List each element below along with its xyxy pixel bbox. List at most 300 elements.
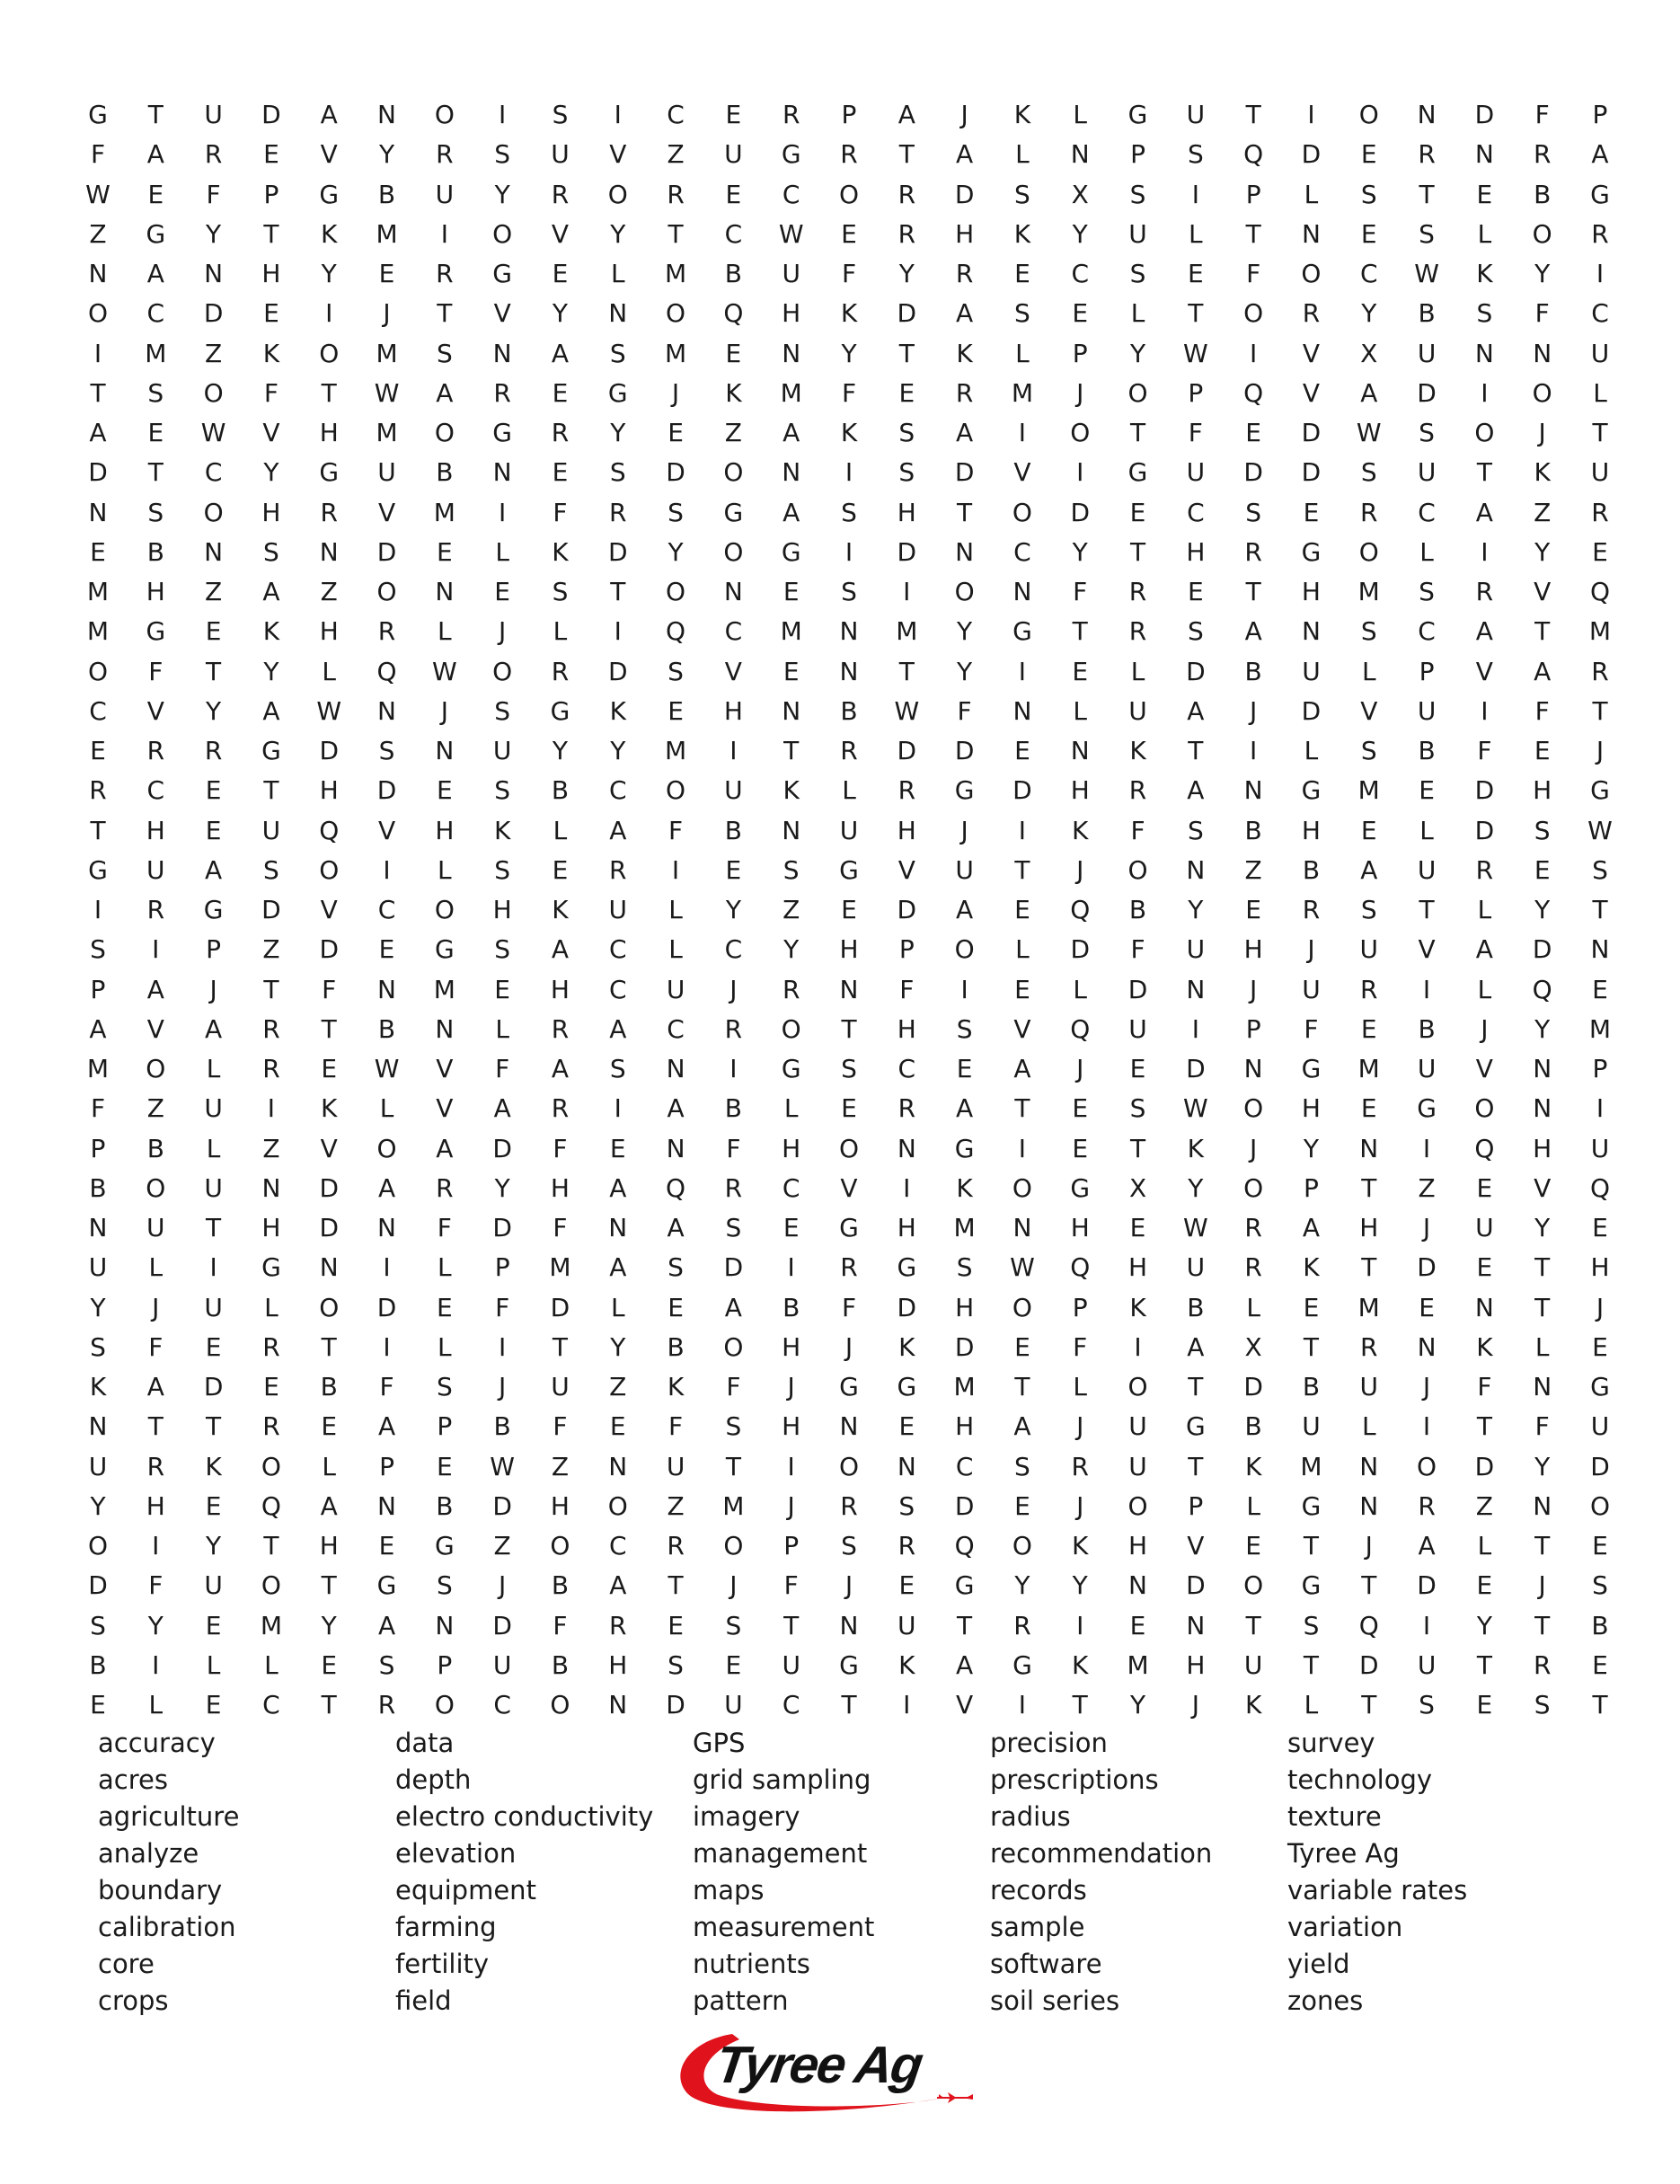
grid-letter[interactable]: H	[897, 815, 916, 845]
grid-letter[interactable]: R	[840, 736, 858, 765]
grid-letter[interactable]: N	[608, 1451, 628, 1481]
grid-letter[interactable]: K	[898, 1649, 915, 1680]
grid-letter[interactable]: U	[492, 1649, 512, 1680]
grid-letter[interactable]: S	[1245, 497, 1262, 527]
grid-letter[interactable]: L	[264, 1649, 279, 1680]
grid-letter[interactable]: C	[89, 695, 107, 726]
grid-letter[interactable]: E	[1014, 895, 1030, 924]
grid-letter[interactable]: H	[261, 497, 281, 527]
grid-letter[interactable]: T	[1592, 418, 1608, 447]
grid-letter[interactable]: N	[1533, 1490, 1552, 1521]
grid-letter[interactable]: Q	[1070, 895, 1091, 924]
grid-letter[interactable]: S	[1187, 139, 1204, 170]
grid-letter[interactable]: E	[1245, 895, 1261, 924]
grid-letter[interactable]: C	[782, 179, 800, 209]
grid-letter[interactable]: F	[1304, 1013, 1319, 1044]
grid-letter[interactable]: D	[897, 1292, 917, 1322]
grid-letter[interactable]: T	[321, 1690, 337, 1720]
grid-letter[interactable]: S	[1360, 457, 1377, 488]
grid-letter[interactable]: S	[609, 338, 626, 368]
grid-letter[interactable]: E	[205, 1610, 222, 1640]
grid-letter[interactable]: T	[147, 457, 164, 488]
grid-letter[interactable]: I	[152, 1649, 160, 1680]
grid-letter[interactable]: R	[840, 1490, 858, 1521]
grid-letter[interactable]: A	[783, 418, 800, 447]
grid-letter[interactable]: E	[436, 1292, 453, 1322]
grid-letter[interactable]: W	[200, 418, 226, 447]
grid-letter[interactable]: G	[1301, 1054, 1322, 1083]
grid-letter[interactable]: T	[321, 377, 337, 408]
grid-letter[interactable]: J	[1076, 854, 1084, 885]
grid-letter[interactable]: J	[499, 1570, 507, 1601]
grid-letter[interactable]: Y	[1534, 1451, 1551, 1481]
grid-letter[interactable]: E	[668, 418, 684, 447]
grid-letter[interactable]: Q	[1243, 377, 1264, 408]
grid-letter[interactable]: Y	[321, 1610, 337, 1640]
grid-letter[interactable]: Z	[1244, 854, 1262, 885]
grid-letter[interactable]: E	[378, 934, 395, 965]
grid-letter[interactable]: J	[1250, 1133, 1258, 1163]
grid-letter[interactable]: K	[1534, 457, 1551, 488]
grid-letter[interactable]: N	[1186, 1610, 1206, 1640]
grid-letter[interactable]: E	[1187, 259, 1204, 288]
grid-letter[interactable]: A	[1244, 616, 1262, 647]
grid-letter[interactable]: E	[1014, 736, 1030, 765]
grid-letter[interactable]: S	[1534, 815, 1551, 845]
grid-letter[interactable]: C	[262, 1690, 280, 1720]
grid-letter[interactable]: T	[263, 974, 279, 1004]
grid-letter[interactable]: R	[897, 1093, 916, 1124]
grid-letter[interactable]: N	[204, 536, 224, 567]
grid-letter[interactable]: F	[322, 974, 337, 1004]
grid-letter[interactable]: A	[1360, 854, 1378, 885]
grid-letter[interactable]: E	[1360, 218, 1377, 249]
grid-letter[interactable]: F	[841, 1292, 857, 1322]
grid-letter[interactable]: E	[205, 1690, 222, 1720]
grid-letter[interactable]: R	[724, 1013, 743, 1044]
grid-letter[interactable]: Y	[1534, 895, 1551, 924]
grid-letter[interactable]: G	[954, 775, 975, 806]
grid-letter[interactable]: C	[493, 1690, 511, 1720]
grid-letter[interactable]: U	[146, 854, 165, 885]
grid-letter[interactable]: G	[897, 1252, 917, 1283]
grid-letter[interactable]: D	[607, 536, 628, 567]
grid-letter[interactable]: Q	[1243, 139, 1264, 170]
grid-letter[interactable]: N	[435, 736, 455, 765]
grid-letter[interactable]: S	[725, 1610, 742, 1640]
grid-letter[interactable]: I	[383, 1252, 391, 1283]
grid-letter[interactable]: Y	[1188, 1172, 1204, 1203]
grid-letter[interactable]: E	[1129, 497, 1146, 527]
grid-letter[interactable]: D	[492, 1610, 512, 1640]
grid-letter[interactable]: I	[1422, 1133, 1431, 1163]
grid-letter[interactable]: D	[1301, 457, 1322, 488]
grid-letter[interactable]: N	[839, 1610, 859, 1640]
grid-letter[interactable]: K	[667, 1372, 685, 1401]
grid-letter[interactable]: E	[378, 1531, 395, 1561]
grid-letter[interactable]: D	[492, 1213, 512, 1242]
grid-letter[interactable]: T	[1592, 1690, 1608, 1720]
grid-letter[interactable]: Z	[205, 338, 223, 368]
grid-letter[interactable]: A	[956, 139, 974, 170]
grid-letter[interactable]: D	[1012, 775, 1032, 806]
grid-letter[interactable]: F	[553, 1213, 568, 1242]
grid-letter[interactable]: T	[898, 338, 915, 368]
grid-letter[interactable]: T	[668, 1570, 684, 1601]
grid-letter[interactable]: E	[1534, 736, 1551, 765]
grid-letter[interactable]: A	[146, 1372, 164, 1401]
grid-letter[interactable]: N	[435, 1013, 455, 1044]
grid-letter[interactable]: R	[1071, 1451, 1089, 1481]
grid-letter[interactable]: B	[320, 1372, 338, 1401]
grid-letter[interactable]: K	[262, 338, 280, 368]
grid-letter[interactable]: D	[1417, 1570, 1437, 1601]
grid-letter[interactable]: C	[724, 218, 743, 249]
grid-letter[interactable]: D	[954, 736, 975, 765]
grid-letter[interactable]: Z	[551, 1451, 570, 1481]
grid-letter[interactable]: O	[1589, 1490, 1611, 1521]
grid-letter[interactable]: E	[205, 815, 222, 845]
grid-letter[interactable]: F	[841, 259, 857, 288]
grid-letter[interactable]: I	[614, 616, 622, 647]
grid-letter[interactable]: S	[841, 497, 857, 527]
grid-letter[interactable]: D	[1301, 418, 1322, 447]
grid-letter[interactable]: E	[668, 1292, 684, 1322]
grid-letter[interactable]: T	[1534, 1531, 1551, 1561]
grid-letter[interactable]: M	[664, 736, 687, 765]
grid-letter[interactable]: Q	[1532, 974, 1552, 1004]
grid-letter[interactable]: T	[1014, 1093, 1030, 1124]
grid-letter[interactable]: D	[319, 1213, 339, 1242]
grid-letter[interactable]: T	[1245, 1610, 1261, 1640]
grid-letter[interactable]: N	[782, 338, 801, 368]
grid-letter[interactable]: D	[897, 895, 917, 924]
grid-letter[interactable]: N	[88, 1213, 108, 1242]
grid-letter[interactable]: J	[499, 616, 507, 647]
grid-letter[interactable]: I	[267, 1093, 276, 1124]
grid-letter[interactable]: W	[1183, 1213, 1208, 1242]
grid-letter[interactable]: J	[729, 974, 738, 1004]
grid-letter[interactable]: I	[1596, 1093, 1605, 1124]
grid-letter[interactable]: F	[1477, 1372, 1492, 1401]
grid-letter[interactable]: W	[85, 179, 111, 209]
grid-letter[interactable]: O	[1127, 1372, 1148, 1401]
grid-letter[interactable]: F	[553, 497, 568, 527]
grid-letter[interactable]: G	[319, 179, 340, 209]
grid-letter[interactable]: Y	[263, 457, 279, 488]
grid-letter[interactable]: N	[1128, 1570, 1147, 1601]
grid-letter[interactable]: F	[1534, 298, 1550, 329]
grid-letter[interactable]: S	[898, 457, 915, 488]
grid-letter[interactable]: W	[1414, 259, 1439, 288]
grid-letter[interactable]: Z	[667, 1490, 685, 1521]
grid-letter[interactable]: H	[1533, 775, 1552, 806]
grid-letter[interactable]: O	[261, 1570, 281, 1601]
grid-letter[interactable]: R	[89, 775, 107, 806]
grid-letter[interactable]: O	[838, 179, 860, 209]
grid-letter[interactable]: I	[1134, 1331, 1142, 1362]
grid-letter[interactable]: V	[1302, 338, 1321, 368]
grid-letter[interactable]: U	[204, 1292, 223, 1322]
grid-letter[interactable]: D	[319, 1172, 339, 1203]
grid-letter[interactable]: T	[147, 100, 164, 129]
grid-letter[interactable]: F	[148, 1570, 164, 1601]
grid-letter[interactable]: U	[1590, 1133, 1610, 1163]
grid-letter[interactable]: H	[319, 616, 339, 647]
grid-letter[interactable]: L	[1477, 974, 1492, 1004]
grid-letter[interactable]: T	[90, 377, 106, 408]
grid-letter[interactable]: T	[1534, 1252, 1551, 1283]
grid-letter[interactable]: A	[205, 1013, 223, 1044]
grid-letter[interactable]: C	[1071, 259, 1089, 288]
grid-letter[interactable]: N	[1359, 1451, 1379, 1481]
grid-letter[interactable]: J	[1538, 1570, 1546, 1601]
grid-letter[interactable]: O	[1070, 418, 1091, 447]
grid-letter[interactable]: U	[839, 815, 859, 845]
grid-letter[interactable]: F	[841, 377, 857, 408]
grid-letter[interactable]: U	[1417, 457, 1437, 488]
grid-letter[interactable]: T	[1129, 1133, 1146, 1163]
grid-letter[interactable]: E	[552, 457, 569, 488]
grid-letter[interactable]: T	[206, 1213, 222, 1242]
grid-letter[interactable]: I	[1422, 1610, 1431, 1640]
grid-letter[interactable]: Y	[147, 1610, 164, 1640]
grid-letter[interactable]: B	[1418, 298, 1436, 329]
grid-letter[interactable]: D	[88, 457, 108, 488]
grid-letter[interactable]: E	[1592, 1531, 1608, 1561]
grid-letter[interactable]: N	[1474, 1292, 1494, 1322]
grid-letter[interactable]: N	[839, 656, 859, 686]
grid-letter[interactable]: D	[550, 1292, 570, 1322]
grid-letter[interactable]: H	[319, 775, 339, 806]
grid-letter[interactable]: E	[1129, 1610, 1146, 1640]
grid-letter[interactable]: T	[147, 1411, 164, 1442]
grid-letter[interactable]: V	[1013, 1013, 1031, 1044]
grid-letter[interactable]: G	[261, 1252, 281, 1283]
grid-letter[interactable]: K	[89, 1372, 107, 1401]
grid-letter[interactable]: T	[1419, 895, 1435, 924]
grid-letter[interactable]: E	[1072, 1093, 1089, 1124]
grid-letter[interactable]: O	[492, 218, 513, 249]
grid-letter[interactable]: B	[377, 179, 396, 209]
grid-letter[interactable]: Z	[146, 1093, 164, 1124]
grid-letter[interactable]: T	[1303, 1331, 1319, 1362]
grid-letter[interactable]: L	[610, 259, 625, 288]
grid-letter[interactable]: T	[668, 218, 684, 249]
grid-letter[interactable]: K	[552, 895, 569, 924]
grid-letter[interactable]: A	[262, 695, 280, 726]
grid-letter[interactable]: T	[1534, 1610, 1551, 1640]
grid-letter[interactable]: H	[550, 1172, 570, 1203]
grid-letter[interactable]: E	[1072, 656, 1089, 686]
grid-letter[interactable]: S	[1187, 616, 1204, 647]
grid-letter[interactable]: L	[1477, 1531, 1492, 1561]
grid-letter[interactable]: L	[438, 1252, 452, 1283]
grid-letter[interactable]: L	[1015, 139, 1030, 170]
grid-letter[interactable]: L	[1477, 218, 1492, 249]
grid-letter[interactable]: T	[1129, 418, 1146, 447]
grid-letter[interactable]: F	[206, 179, 221, 209]
grid-letter[interactable]: Z	[205, 577, 223, 606]
grid-letter[interactable]: U	[1302, 656, 1321, 686]
grid-letter[interactable]: R	[1591, 656, 1609, 686]
grid-letter[interactable]: R	[1128, 616, 1147, 647]
grid-letter[interactable]: P	[1072, 338, 1088, 368]
grid-letter[interactable]: T	[1419, 179, 1435, 209]
grid-letter[interactable]: E	[841, 1093, 857, 1124]
grid-letter[interactable]: F	[668, 815, 684, 845]
grid-letter[interactable]: N	[435, 1610, 455, 1640]
grid-letter[interactable]: E	[725, 1649, 742, 1680]
grid-letter[interactable]: J	[1191, 1690, 1199, 1720]
grid-letter[interactable]: G	[839, 1213, 859, 1242]
grid-letter[interactable]: L	[1073, 1372, 1088, 1401]
grid-letter[interactable]: A	[1591, 139, 1609, 170]
grid-letter[interactable]: T	[1188, 736, 1204, 765]
grid-letter[interactable]: O	[1532, 377, 1552, 408]
grid-letter[interactable]: N	[839, 974, 859, 1004]
grid-letter[interactable]: S	[1014, 1451, 1030, 1481]
grid-letter[interactable]: L	[1304, 179, 1319, 209]
grid-letter[interactable]: R	[1244, 1252, 1262, 1283]
grid-letter[interactable]: A	[897, 100, 915, 129]
grid-letter[interactable]: E	[1014, 259, 1030, 288]
grid-letter[interactable]: B	[551, 1649, 570, 1680]
grid-letter[interactable]: I	[383, 1331, 391, 1362]
grid-letter[interactable]: J	[787, 1372, 795, 1401]
grid-letter[interactable]: F	[1534, 1411, 1550, 1442]
grid-letter[interactable]: A	[1013, 1411, 1031, 1442]
grid-letter[interactable]: R	[320, 497, 338, 527]
grid-letter[interactable]: U	[1128, 218, 1147, 249]
grid-letter[interactable]: R	[1360, 974, 1378, 1004]
grid-letter[interactable]: S	[494, 775, 511, 806]
grid-letter[interactable]: M	[549, 1252, 571, 1283]
grid-letter[interactable]: S	[552, 577, 569, 606]
grid-letter[interactable]: H	[146, 1490, 165, 1521]
grid-letter[interactable]: L	[438, 616, 452, 647]
grid-letter[interactable]: O	[1358, 100, 1379, 129]
grid-letter[interactable]: R	[609, 497, 627, 527]
grid-letter[interactable]: M	[1588, 616, 1612, 647]
grid-letter[interactable]: O	[838, 1133, 860, 1163]
grid-letter[interactable]: E	[725, 854, 742, 885]
grid-letter[interactable]: V	[262, 418, 280, 447]
grid-letter[interactable]: S	[1129, 259, 1146, 288]
grid-letter[interactable]: T	[206, 656, 222, 686]
grid-letter[interactable]: J	[1481, 1013, 1489, 1044]
grid-letter[interactable]: Y	[321, 259, 337, 288]
grid-letter[interactable]: A	[609, 1570, 627, 1601]
grid-letter[interactable]: E	[494, 974, 510, 1004]
grid-letter[interactable]: K	[552, 536, 569, 567]
grid-letter[interactable]: N	[377, 100, 396, 129]
grid-letter[interactable]: A	[320, 100, 338, 129]
grid-letter[interactable]: F	[90, 139, 106, 170]
grid-letter[interactable]: T	[1188, 298, 1204, 329]
grid-letter[interactable]: I	[844, 536, 853, 567]
grid-letter[interactable]: V	[1302, 377, 1321, 408]
grid-letter[interactable]: E	[1014, 974, 1030, 1004]
grid-letter[interactable]: T	[263, 1531, 279, 1561]
grid-letter[interactable]: Y	[1072, 1570, 1088, 1601]
grid-letter[interactable]: R	[1591, 218, 1609, 249]
grid-letter[interactable]: O	[954, 934, 975, 965]
grid-letter[interactable]: U	[1590, 457, 1610, 488]
grid-letter[interactable]: U	[492, 736, 512, 765]
grid-letter[interactable]: Y	[668, 536, 684, 567]
grid-letter[interactable]: D	[203, 298, 224, 329]
grid-letter[interactable]: G	[839, 1649, 859, 1680]
grid-letter[interactable]: S	[378, 736, 395, 765]
grid-letter[interactable]: J	[1076, 1490, 1084, 1521]
grid-letter[interactable]: C	[667, 100, 685, 129]
grid-letter[interactable]: I	[440, 218, 448, 249]
grid-letter[interactable]: P	[1072, 1292, 1088, 1322]
grid-letter[interactable]: U	[88, 1451, 108, 1481]
grid-letter[interactable]: R	[667, 179, 685, 209]
grid-letter[interactable]: A	[1475, 934, 1493, 965]
grid-letter[interactable]: N	[839, 616, 859, 647]
grid-letter[interactable]: Y	[494, 179, 510, 209]
grid-letter[interactable]: S	[1129, 179, 1146, 209]
grid-letter[interactable]: K	[783, 775, 800, 806]
grid-letter[interactable]: J	[1307, 934, 1315, 965]
grid-letter[interactable]: G	[954, 1133, 975, 1163]
grid-letter[interactable]: E	[494, 577, 510, 606]
grid-letter[interactable]: P	[1592, 100, 1608, 129]
grid-letter[interactable]: H	[435, 815, 455, 845]
grid-letter[interactable]: B	[1418, 1013, 1436, 1044]
grid-letter[interactable]: T	[1592, 695, 1608, 726]
grid-letter[interactable]: V	[1418, 934, 1436, 965]
grid-letter[interactable]: Y	[1534, 536, 1551, 567]
grid-letter[interactable]: D	[723, 1252, 744, 1283]
grid-letter[interactable]: L	[495, 1013, 509, 1044]
grid-letter[interactable]: U	[1128, 695, 1147, 726]
grid-letter[interactable]: W	[894, 695, 920, 726]
grid-letter[interactable]: M	[664, 259, 687, 288]
grid-letter[interactable]: J	[1076, 377, 1084, 408]
grid-letter[interactable]: D	[1590, 1451, 1610, 1481]
grid-letter[interactable]: H	[782, 1133, 801, 1163]
grid-letter[interactable]: F	[553, 1411, 568, 1442]
grid-letter[interactable]: U	[1128, 1411, 1147, 1442]
grid-letter[interactable]: E	[1360, 815, 1377, 845]
grid-letter[interactable]: S	[1592, 1570, 1608, 1601]
grid-letter[interactable]: E	[436, 1451, 453, 1481]
grid-letter[interactable]: C	[1013, 536, 1031, 567]
grid-letter[interactable]: Q	[261, 1490, 281, 1521]
grid-letter[interactable]: U	[608, 895, 628, 924]
grid-letter[interactable]: L	[1361, 656, 1376, 686]
grid-letter[interactable]: K	[321, 218, 338, 249]
grid-letter[interactable]: J	[960, 815, 968, 845]
grid-letter[interactable]: E	[1419, 775, 1435, 806]
grid-letter[interactable]: Y	[1188, 895, 1204, 924]
grid-letter[interactable]: L	[148, 1252, 164, 1283]
grid-letter[interactable]: A	[609, 1252, 627, 1283]
grid-letter[interactable]: N	[897, 1451, 916, 1481]
grid-letter[interactable]: R	[1418, 139, 1436, 170]
grid-letter[interactable]: G	[492, 418, 512, 447]
grid-letter[interactable]: I	[325, 298, 333, 329]
grid-letter[interactable]: M	[145, 338, 167, 368]
grid-letter[interactable]: C	[146, 298, 165, 329]
grid-letter[interactable]: Q	[1070, 1252, 1091, 1283]
grid-letter[interactable]: D	[1186, 656, 1206, 686]
grid-letter[interactable]: S	[147, 377, 164, 408]
